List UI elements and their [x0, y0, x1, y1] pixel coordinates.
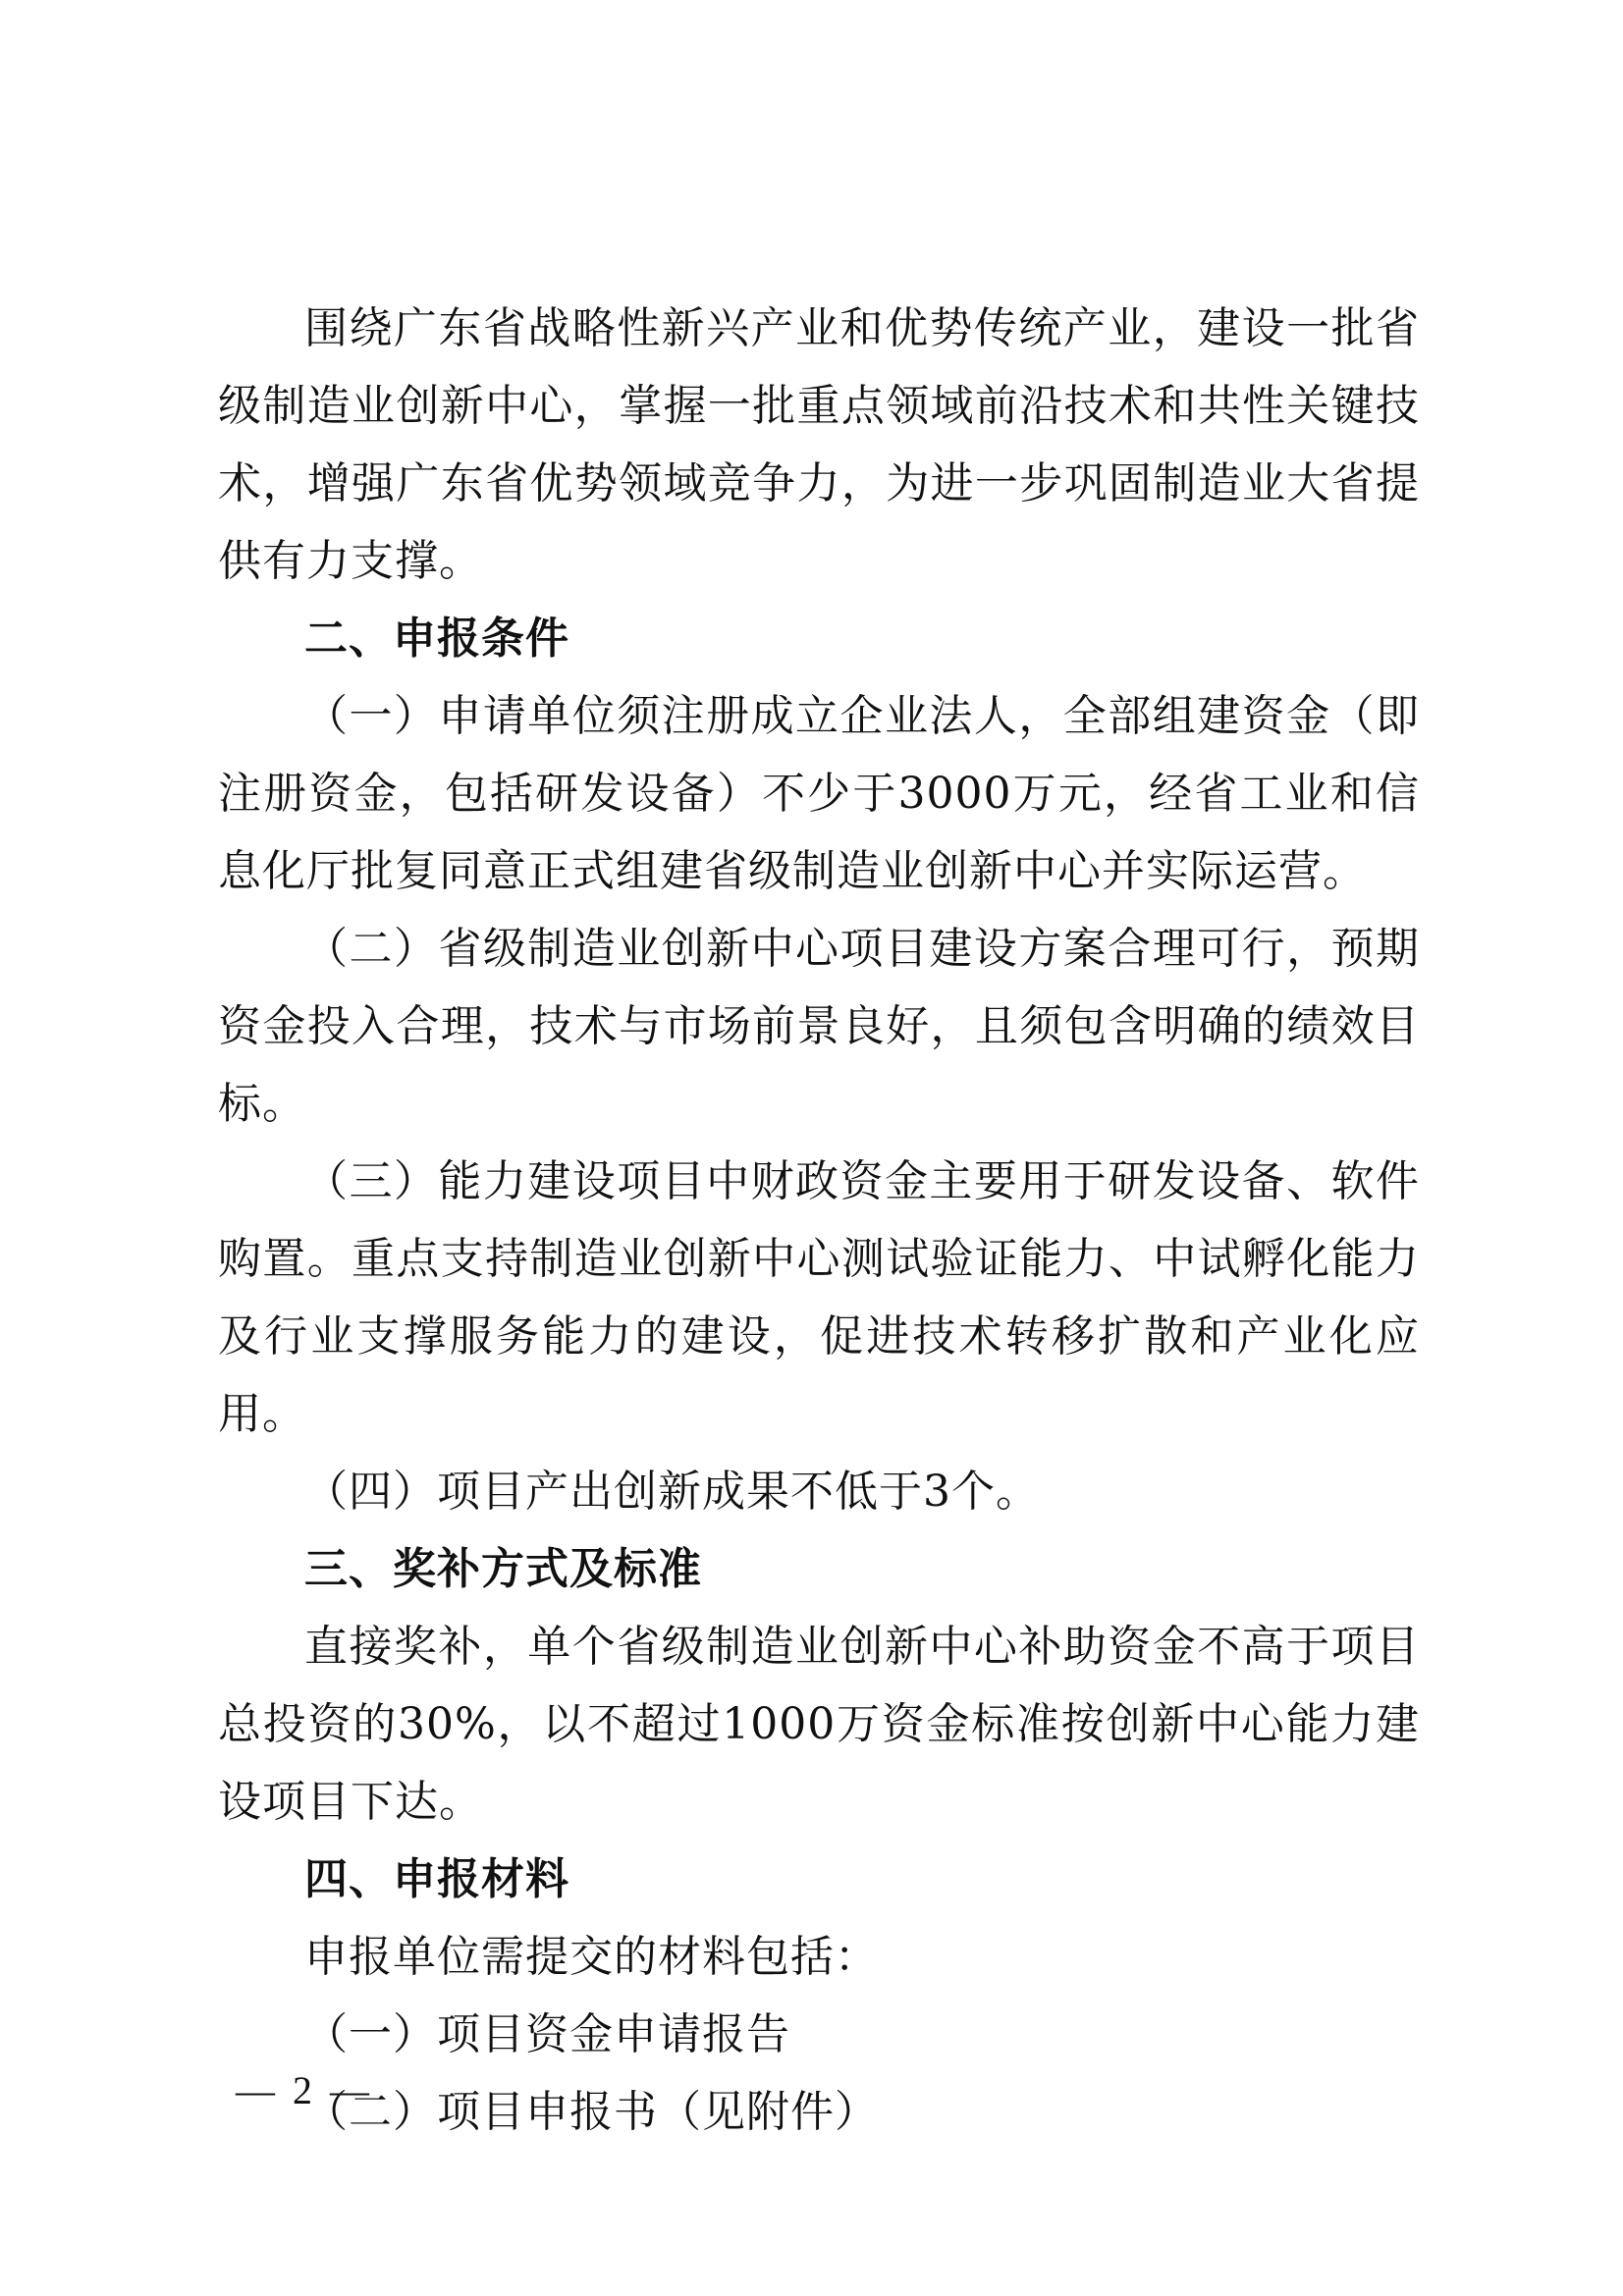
paragraph-intro: 围绕广东省战略性新兴产业和优势传统产业，建设一批省级制造业创新中心，掌握一批重点领域前沿技术和共性关键技术，增强广东省优势领域竞争力，为进一步巩固制造业大省提供有力支撑。: [218, 303, 1420, 586]
paragraph-condition-4: （四）项目产出创新成果不低于3个。: [304, 1467, 1040, 1517]
section-heading-application-materials: 四、申报材料: [304, 1854, 569, 1904]
paragraph-material-1: （一）项目资金申请报告: [304, 2009, 790, 2059]
section-heading-application-conditions: 二、申报条件: [304, 614, 569, 664]
paragraph-materials-intro: 申报单位需提交的材料包括：: [304, 1932, 879, 1982]
document-body: [218, 290, 1420, 2151]
paragraph-condition-1: （一）申请单位须注册成立企业法人，全部组建资金（即注册资金，包括研发设备）不少于3000万元，经省工业和信息化厅批复同意正式组建省级制造业创新中心并实际运营。: [218, 691, 1420, 896]
section-heading-subsidy-method: 三、奖补方式及标准: [304, 1544, 702, 1594]
paragraph-material-2: （二）项目申报书（见附件）: [304, 2087, 879, 2137]
paragraph-subsidy: 直接奖补，单个省级制造业创新中心补助资金不高于项目总投资的30%，以不超过1000万资金标准按创新中心能力建设项目下达。: [218, 1622, 1420, 1827]
page-number: — 2 —: [236, 2068, 373, 2112]
paragraph-condition-3: （三）能力建设项目中财政资金主要用于研发设备、软件购置。重点支持制造业创新中心测试验证能力、中试孵化能力及行业支撑服务能力的建设，促进技术转移扩散和产业化应用。: [218, 1156, 1420, 1439]
paragraph-condition-2: （二）省级制造业创新中心项目建设方案合理可行，预期资金投入合理，技术与市场前景良好，且须包含明确的绩效目标。: [218, 924, 1420, 1129]
